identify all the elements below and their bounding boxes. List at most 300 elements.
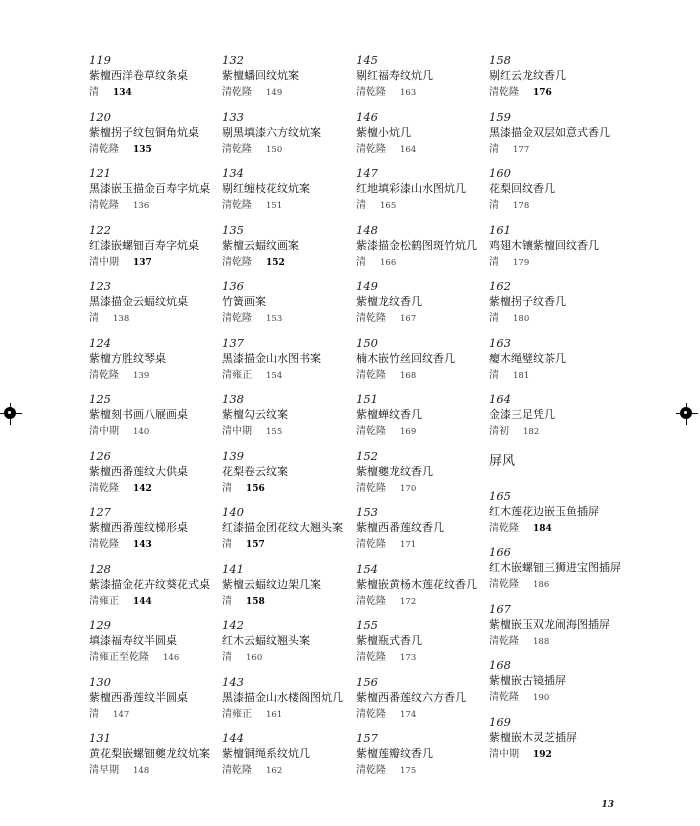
entry-title: 紫檀嵌玉双龙闹海图插屏 [489,617,610,631]
entry-title: 紫檀嵌黄杨木莲花纹香几 [356,577,477,591]
catalog-entry [222,222,354,279]
entry-page-ref: 188 [533,636,550,647]
entry-number: 124 [89,335,111,350]
catalog-entry [89,109,221,166]
entry-period: 清乾隆 [356,595,386,607]
catalog-entry [489,278,621,335]
entry-number: 139 [222,448,244,463]
catalog-entry [356,617,488,674]
entry-title: 瘿木绳璧纹茶几 [489,351,566,365]
entry-number: 130 [89,674,111,689]
entry-period: 清乾隆 [356,539,386,550]
entry-page-ref: 152 [266,257,285,268]
entry-period: 清乾隆 [89,200,119,211]
entry-meta [489,633,621,651]
entry-page-ref: 157 [246,540,265,550]
entry-meta [222,480,354,498]
entry-meta [89,254,221,272]
entry-title: 紫檀西番莲纹半圆桌 [89,690,188,704]
entry-period: 清雍正 [222,369,252,381]
entry-period: 清中期 [489,748,519,760]
entry-page-ref: 184 [533,523,552,534]
entry-period: 清 [489,200,499,211]
entry-period: 清乾隆 [89,143,119,155]
entry-meta [356,423,488,441]
entry-page-ref: 181 [513,370,530,381]
entry-number: 149 [356,279,378,293]
entry-number: 161 [489,222,511,237]
catalog-entry [89,561,221,618]
entry-page-ref: 169 [400,427,417,437]
entry-title: 紫檀西番莲纹六方香几 [356,690,466,704]
entry-meta [356,706,488,724]
entry-number: 123 [89,279,111,293]
entry-title: 紫檀拐子纹包铜角炕桌 [89,125,199,139]
entry-number: 167 [489,601,511,616]
catalog-entry [489,488,621,545]
entry-meta [356,593,488,611]
entry-title: 紫檀拐子纹香几 [489,295,566,308]
entry-title: 黑漆描金山水楼阁图炕几 [222,690,343,704]
entry-number: 154 [356,561,378,576]
entry-number: 162 [489,279,511,293]
entry-number: 138 [222,392,244,406]
entry-page-ref: 144 [133,596,152,607]
entry-page-ref: 154 [266,370,283,381]
entry-title: 紫檀勾云纹案 [222,408,288,421]
entry-title: 红木莲花边嵌玉鱼插屏 [489,504,599,518]
entry-meta [222,536,354,554]
entry-number: 156 [356,674,378,689]
catalog-entry [356,391,488,448]
page-number: 13 [601,800,614,810]
entry-title: 黄花梨嵌螺钿夔龙纹炕案 [89,747,210,760]
catalog-entry [222,561,354,618]
entry-period: 清 [222,652,232,663]
entry-number: 128 [89,561,111,576]
entry-page-ref: 138 [113,314,130,324]
entry-number: 144 [222,731,244,745]
entry-title: 紫漆描金松鹤图斑竹炕几 [356,238,477,252]
entry-page-ref: 140 [133,427,150,437]
entry-meta [89,141,221,159]
catalog-entry [222,52,354,109]
entry-meta [356,367,488,385]
entry-period: 清乾隆 [222,313,252,324]
entry-title: 花梨卷云纹案 [222,464,288,478]
entry-period: 清乾隆 [489,87,519,98]
entry-meta [356,762,488,780]
catalog-entry [489,52,621,109]
catalog-entry [222,109,354,166]
entry-page-ref: 170 [400,483,417,494]
entry-page-ref: 175 [400,766,417,776]
entry-number: 140 [222,505,244,519]
entry-page-ref: 186 [533,580,550,590]
entry-meta [356,197,488,215]
entry-number: 133 [222,109,244,124]
entry-meta [489,367,621,385]
entry-number: 153 [356,505,378,519]
entry-period: 清雍正 [89,595,119,607]
entry-title: 紫檀嵌古镜插屏 [489,674,566,687]
entry-meta [222,141,354,159]
entry-period: 清乾隆 [356,369,386,381]
entry-title: 红地填彩漆山水图炕几 [356,182,466,195]
catalog-entry [89,335,221,392]
entry-meta [222,762,354,780]
entry-number: 146 [356,109,378,124]
entry-page-ref: 176 [533,88,552,98]
entry-period: 清乾隆 [222,143,252,155]
entry-title: 楠木嵌竹丝回纹香几 [356,351,455,365]
entry-title: 黑漆描金山水图书案 [222,351,321,365]
entry-meta [222,197,354,215]
entry-page-ref: 171 [400,540,417,550]
index-column-3 [356,52,488,787]
entry-title: 剔红福寿纹炕几 [356,69,433,82]
entry-title: 紫檀刻书画八屜画桌 [89,408,188,421]
entry-meta [89,593,221,611]
entry-period: 清乾隆 [222,256,252,268]
entry-title: 紫檀云蝠纹画案 [222,238,299,252]
catalog-entry [356,335,488,392]
entry-page-ref: 143 [133,540,152,550]
catalog-entry [489,335,621,392]
entry-title: 黑漆嵌玉描金百寿字炕桌 [89,182,210,195]
entry-title: 紫檀嵌木灵芝插屏 [489,730,577,744]
entry-meta [89,536,221,554]
entry-page-ref: 173 [400,653,417,663]
entry-title: 填漆福寿纹半圆桌 [89,634,177,647]
entry-title: 紫檀小炕几 [356,125,411,139]
registration-mark-left-icon [0,403,22,425]
entry-meta [89,423,221,441]
entry-number: 119 [89,53,111,67]
entry-period: 清 [489,143,499,155]
catalog-entry [89,278,221,335]
entry-period: 清乾隆 [356,143,386,155]
entry-period: 清乾隆 [89,369,119,381]
entry-meta [489,746,621,764]
catalog-entry [222,504,354,561]
entry-title: 黑漆描金云蝠纹炕桌 [89,295,188,308]
catalog-entry [356,52,488,109]
entry-page-ref: 135 [133,144,152,155]
catalog-entry [489,391,621,448]
entry-title: 鸡翅木镶紫檀回纹香几 [489,238,599,252]
entry-period: 清 [489,256,499,268]
entry-period: 清 [89,313,99,324]
entry-number: 158 [489,53,511,67]
entry-page-ref: 155 [266,427,283,437]
entry-page-ref: 178 [513,201,530,211]
catalog-entry [356,561,488,618]
catalog-entry [489,165,621,222]
catalog-entry [489,544,621,601]
catalog-entry [356,278,488,335]
entry-page-ref: 164 [400,144,417,155]
catalog-entry [489,222,621,279]
catalog-entry [222,278,354,335]
catalog-entry [89,730,221,787]
entry-period: 清中期 [89,426,119,437]
entry-period: 清乾隆 [489,522,519,534]
entry-page-ref: 190 [533,693,550,703]
entry-number: 125 [89,392,111,406]
catalog-entry [222,674,354,731]
entry-number: 145 [356,53,378,67]
entry-meta [222,367,354,385]
catalog-entry [356,109,488,166]
entry-period: 清 [222,482,232,494]
entry-number: 165 [489,488,511,503]
entry-number: 150 [356,335,378,350]
entry-number: 160 [489,166,511,180]
entry-period: 清乾隆 [356,652,386,663]
catalog-entry [489,601,621,658]
entry-page-ref: 172 [400,596,417,607]
entry-number: 122 [89,222,111,237]
catalog-entry [89,52,221,109]
entry-period: 清乾隆 [222,200,252,211]
entry-meta [489,423,621,441]
entry-title: 紫漆描金花卉纹葵花式桌 [89,577,210,591]
entry-page-ref: 162 [266,766,283,776]
entry-page-ref: 174 [400,709,417,720]
entry-number: 157 [356,731,378,745]
entry-meta [89,84,221,102]
entry-title: 花梨回纹香几 [489,182,555,195]
entry-period: 清乾隆 [356,708,386,720]
entry-title: 剔红云龙纹香几 [489,69,566,82]
entry-number: 168 [489,658,511,672]
entry-period: 清乾隆 [222,87,252,98]
catalog-entry [89,391,221,448]
entry-period: 清乾隆 [489,635,519,647]
entry-period: 清 [222,539,232,550]
entry-number: 152 [356,448,378,463]
entry-period: 清乾隆 [356,765,386,776]
entry-page-ref: 165 [380,201,397,211]
entry-title: 紫檀西番莲纹香几 [356,521,444,534]
registration-mark-right-icon [676,403,698,425]
entry-meta [89,197,221,215]
entry-meta [89,480,221,498]
entry-number: 169 [489,714,511,729]
catalog-entry [89,222,221,279]
entry-number: 148 [356,222,378,237]
entry-number: 151 [356,392,378,406]
catalog-entry [89,617,221,674]
entry-meta [222,423,354,441]
entry-title: 剔黑填漆六方纹炕案 [222,125,321,139]
entry-page-ref: 151 [266,201,283,211]
entry-period: 清乾隆 [356,313,386,324]
entry-page-ref: 147 [113,709,130,720]
entry-period: 清乾隆 [489,579,519,590]
entry-page-ref: 179 [513,257,530,268]
entry-meta [222,649,354,667]
entry-meta [89,649,221,667]
entry-page-ref: 146 [163,653,180,663]
entry-page-ref: 163 [400,88,417,98]
index-column-1 [89,52,221,787]
entry-page-ref: 160 [246,653,263,663]
catalog-entry [89,448,221,505]
entry-meta [222,593,354,611]
entry-period: 清初 [489,426,509,437]
entry-title: 红漆嵌螺钿百寿字炕桌 [89,238,199,252]
entry-page-ref: 137 [133,257,152,268]
entry-title: 紫檀蝉纹香几 [356,408,422,421]
entry-meta [222,84,354,102]
entry-number: 126 [89,448,111,463]
entry-title: 紫檀西番莲纹梯形桌 [89,521,188,534]
entry-title: 紫檀铜绳系纹炕几 [222,747,310,760]
entry-meta [356,649,488,667]
catalog-entry [356,730,488,787]
entry-number: 129 [89,618,111,632]
entry-period: 清 [356,256,366,268]
catalog-entry [222,391,354,448]
entry-page-ref: 156 [246,483,265,494]
entry-page-ref: 153 [266,314,283,324]
entry-period: 清早期 [89,765,119,776]
catalog-entry [489,714,621,771]
catalog-entry [222,617,354,674]
entry-title: 黑漆描金双层如意式香几 [489,125,610,139]
entry-period: 清 [356,200,366,211]
entry-title: 金漆三足凭几 [489,408,555,421]
entry-page-ref: 192 [533,749,552,760]
entry-period: 清 [489,369,499,381]
entry-page-ref: 158 [246,596,265,607]
entry-period: 清乾隆 [356,482,386,494]
entry-period: 清雍正至乾隆 [89,652,149,663]
entry-meta [356,480,488,498]
entry-title: 紫檀莲瓣纹香几 [356,747,433,760]
entry-title: 紫檀西番莲纹大供桌 [89,464,188,478]
entry-title: 竹簧画案 [222,295,266,308]
entry-meta [489,689,621,707]
entry-title: 紫檀瓶式香几 [356,634,422,647]
entry-number: 163 [489,335,511,350]
entry-number: 132 [222,53,244,67]
entry-page-ref: 161 [266,709,283,720]
catalog-entry [356,165,488,222]
entry-meta [489,520,621,538]
entry-meta [356,254,488,272]
entry-page-ref: 166 [380,257,397,268]
catalog-entry [356,222,488,279]
entry-number: 141 [222,561,244,576]
entry-page-ref: 139 [133,370,150,381]
entry-period: 清中期 [222,426,252,437]
entry-page-ref: 180 [513,314,530,324]
section-heading: 屏风 [489,453,516,469]
entry-number: 159 [489,109,511,124]
entry-period: 清中期 [89,256,119,268]
entry-meta [222,310,354,328]
entry-title: 红木嵌螺钿三狮进宝图插屏 [489,561,621,574]
entry-title: 紫檀蟠回纹炕案 [222,69,299,82]
entry-period: 清 [222,595,232,607]
entry-meta [356,84,488,102]
catalog-entry [489,657,621,714]
entry-meta [356,141,488,159]
entry-meta [89,367,221,385]
entry-number: 164 [489,392,511,406]
entry-page-ref: 177 [513,144,530,155]
entry-title: 紫檀夔龙纹香几 [356,464,433,478]
catalog-entry [489,109,621,166]
entry-meta [356,310,488,328]
entry-number: 142 [222,618,244,632]
catalog-entry [222,730,354,787]
index-column-2 [222,52,354,787]
entry-meta [489,310,621,328]
entry-period: 清 [489,313,499,324]
catalog-entry [89,504,221,561]
entry-period: 清乾隆 [489,692,519,703]
catalog-entry [222,448,354,505]
entry-period: 清乾隆 [356,87,386,98]
entry-meta [489,254,621,272]
entry-number: 134 [222,166,244,180]
entry-page-ref: 134 [113,88,132,98]
entry-meta [222,706,354,724]
entry-number: 166 [489,545,511,559]
entry-page-ref: 149 [266,88,283,98]
entry-page-ref: 148 [133,766,150,776]
entry-number: 147 [356,166,378,180]
entry-title: 紫檀龙纹香几 [356,295,422,308]
entry-meta [222,254,354,272]
entry-number: 135 [222,222,244,237]
entry-meta [489,197,621,215]
entry-page-ref: 168 [400,370,417,381]
entry-number: 136 [222,279,244,293]
entry-period: 清乾隆 [356,426,386,437]
entry-meta [489,576,621,594]
entry-number: 127 [89,505,111,519]
catalog-entry [356,448,488,505]
entry-meta [89,310,221,328]
entry-page-ref: 182 [523,427,540,437]
entry-meta [356,536,488,554]
catalog-entry [356,504,488,561]
catalog-entry [356,674,488,731]
entry-number: 155 [356,618,378,632]
entry-period: 清 [89,708,99,720]
entry-title: 紫檀方胜纹琴桌 [89,351,166,365]
entry-page-ref: 167 [400,314,417,324]
entry-period: 清乾隆 [89,539,119,550]
entry-number: 137 [222,335,244,350]
entry-number: 131 [89,731,111,745]
catalog-entry [89,165,221,222]
entry-page-ref: 142 [133,483,152,494]
entry-period: 清雍正 [222,708,252,720]
entry-number: 143 [222,674,244,689]
entry-page-ref: 150 [266,144,283,155]
entry-title: 红木云蝠纹翘头案 [222,634,310,647]
catalog-entry [222,165,354,222]
entry-title: 紫檀西洋卷草纹条桌 [89,69,188,82]
entry-page-ref: 136 [133,201,150,211]
entry-period: 清 [89,87,99,98]
